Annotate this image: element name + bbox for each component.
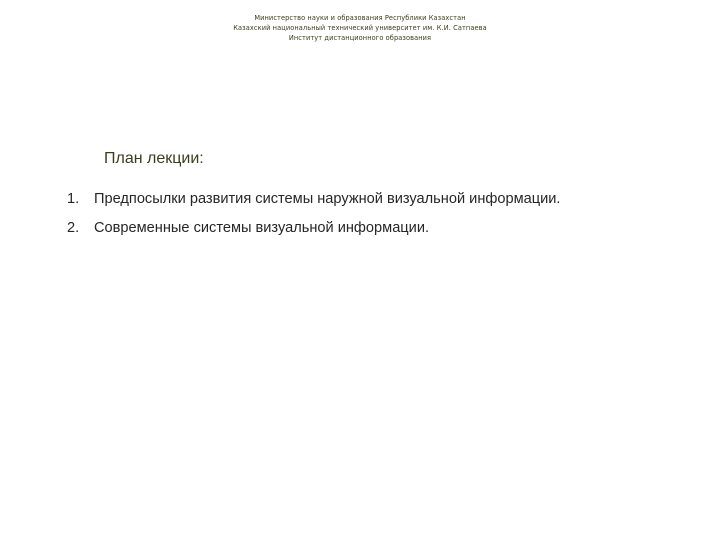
slide-title-text: План лекции: [104, 150, 204, 167]
list-item-text: Современные системы визуальной информации. [94, 220, 430, 236]
list-item [67, 186, 560, 212]
list-item-number: 1. [67, 191, 80, 207]
slide-header [0, 13, 720, 43]
list-item-number: 2. [67, 220, 80, 236]
header-ministry: Министерство науки и образования Республики Казахстан [254, 14, 466, 22]
list-item-text: Предпосылки развития системы наружной визуальной информации. [94, 191, 561, 207]
lecture-plan-list [67, 186, 560, 244]
slide-title [104, 150, 204, 168]
header-institute: Институт дистанционного образования [288, 34, 432, 42]
list-item [67, 215, 560, 241]
header-university: Казахский национальный технический университет им. К.И. Сатпаева [233, 24, 487, 32]
